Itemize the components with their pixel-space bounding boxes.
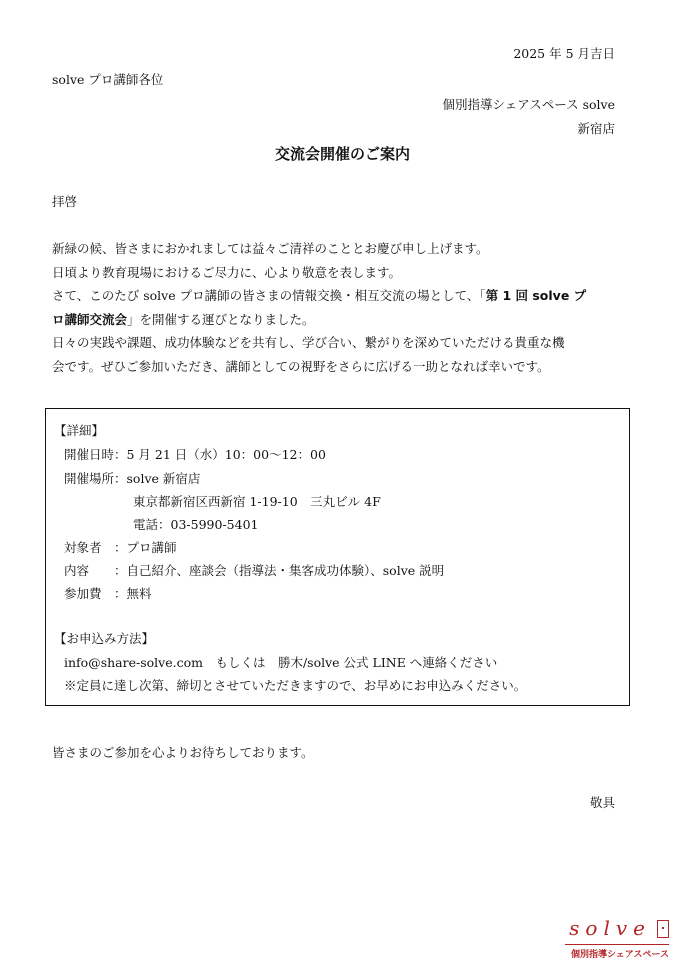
body-text: 」を開催する運びとなりました。 <box>127 311 315 327</box>
closing-note: 皆さまのご参加を心よりお待ちしております。 <box>52 745 314 760</box>
detail-fee: 参加費 ：無料 <box>64 586 152 601</box>
logo-tagline: 個別指導シェアスペース <box>570 950 669 960</box>
body-line: 会です。ぜひご参加いただき、講師としての視野をさらに広げる一助となれば幸いです。 <box>52 358 550 374</box>
event-name-part: 第 1 回 solve プ <box>485 288 587 303</box>
body-line: 新緑の候、皆さまにおかれましては益々ご清祥のこととお慶び申し上げます。 <box>52 241 489 256</box>
body-line <box>52 284 622 308</box>
body-line <box>52 308 622 332</box>
closing-word: 敬具 <box>589 795 615 810</box>
details-heading: 【詳細】 <box>54 423 105 438</box>
details-box <box>45 408 630 706</box>
logo-box-icon <box>657 920 669 938</box>
apply-contact: info@share-solve.com もしくは 勝木/solve 公式 LINE へ連絡ください <box>64 655 498 670</box>
logo-wordmark: solve <box>569 916 651 940</box>
body-line: 日頃より教育現場におけるご尽力に、心より敬意を表します。 <box>52 264 402 280</box>
sender-branch: 新宿店 <box>577 121 615 136</box>
body-line: 日々の実践や課題、成功体験などを共有し、学び合い、繋がりを深めていただける貴重な機 <box>52 335 565 350</box>
detail-content: 内容 ：自己紹介、座談会（指導法・集客成功体験）、solve 説明 <box>64 563 445 578</box>
detail-address: 東京都新宿区西新宿 1-19-10 三丸ビル 4F <box>133 494 381 509</box>
body-text: さて、このたび solve プロ講師の皆さまの情報交換・相互交流の場として、「 <box>52 288 486 303</box>
apply-heading: 【お申込み方法】 <box>54 631 155 646</box>
document-title: 交流会開催のご案内 <box>274 145 410 163</box>
detail-datetime: 開催日時：5 月 21 日（水）10：00～12：00 <box>64 447 326 462</box>
apply-note: ※定員に達し次第、締切とさせていただきますので、お早めにお申込みください。 <box>64 678 527 693</box>
solve-logo <box>563 916 673 966</box>
addressee: solve プロ講師各位 <box>52 72 164 87</box>
opening-salutation: 拝啓 <box>52 194 78 209</box>
detail-target: 対象者 ：プロ講師 <box>64 540 177 555</box>
sender-organization: 個別指導シェアスペース solve <box>442 97 615 112</box>
letter-body <box>52 237 622 378</box>
letter-date: 2025 年 5 月吉日 <box>513 46 615 61</box>
event-name-part: ロ講師交流会 <box>52 311 128 327</box>
detail-phone: 電話：03-5990-5401 <box>133 517 259 532</box>
logo-rule <box>565 944 669 945</box>
detail-venue: 開催場所：solve 新宿店 <box>64 471 201 486</box>
